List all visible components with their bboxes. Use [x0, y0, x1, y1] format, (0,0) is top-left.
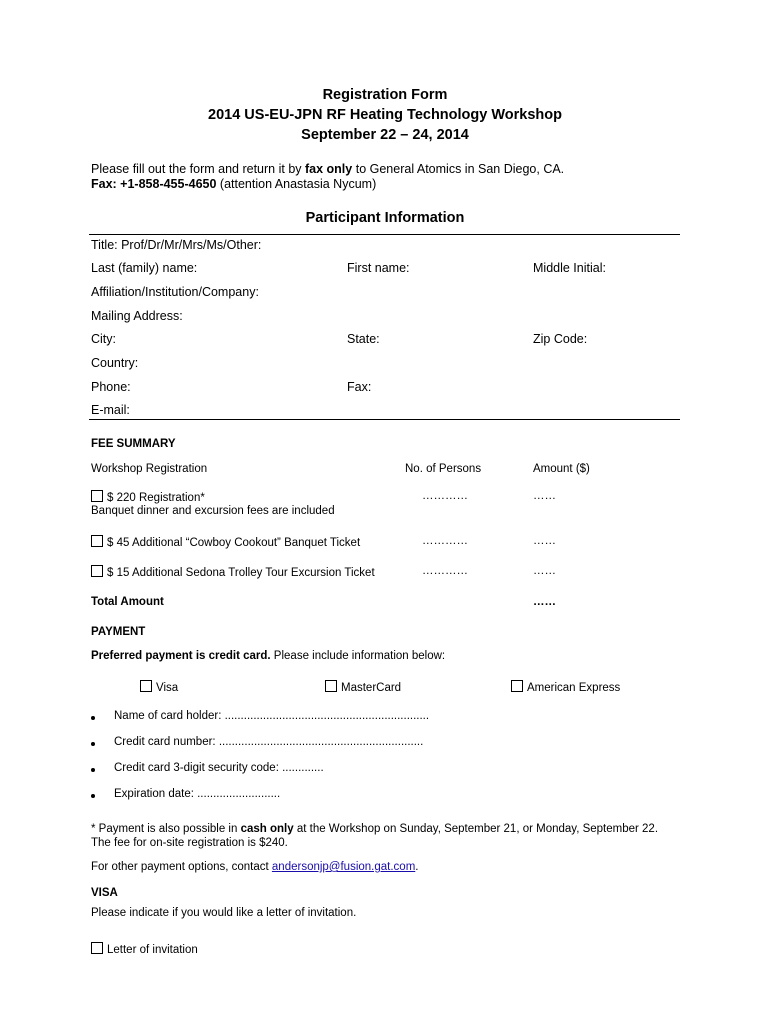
trolley-amount-blank[interactable]: ……: [533, 565, 556, 577]
zip-code-field[interactable]: Zip Code:: [533, 332, 588, 346]
preferred-payment-line: [91, 650, 445, 662]
fee-row-cowboy-cookout[interactable]: [91, 535, 360, 549]
note-part1: * Payment is also possible in: [91, 823, 241, 835]
fax-number: Fax: +1-858-455-4650: [91, 177, 217, 191]
cash-only-emphasis: cash only: [240, 823, 294, 835]
intro-part2: to General Atomics in San Diego, CA.: [352, 162, 565, 176]
banquet-note: Banquet dinner and excursion fees are included: [91, 505, 335, 517]
fee-row-registration[interactable]: [91, 490, 205, 504]
workshop-title: 2014 US-EU-JPN RF Heating Technology Workshop: [208, 107, 562, 123]
card-option-label: Visa: [156, 682, 179, 694]
security-code-field[interactable]: Credit card 3-digit security code: .............: [114, 762, 324, 774]
affiliation-field[interactable]: Affiliation/Institution/Company:: [91, 285, 259, 299]
country-field[interactable]: Country:: [91, 356, 139, 370]
card-number-field[interactable]: Credit card number: ................................................................: [114, 736, 424, 748]
bullet-icon: [91, 716, 95, 720]
col-amount: Amount ($): [533, 463, 590, 475]
fee-summary-heading: FEE SUMMARY: [91, 438, 176, 450]
cash-payment-note: [91, 823, 658, 835]
visa-heading: VISA: [91, 887, 118, 899]
onsite-fee-note: The fee for on-site registration is $240.: [91, 837, 288, 849]
participant-bottom-rule: [89, 419, 680, 420]
col-workshop-registration: Workshop Registration: [91, 463, 208, 475]
state-field[interactable]: State:: [347, 332, 380, 346]
workshop-dates: September 22 – 24, 2014: [301, 127, 469, 143]
visa-checkbox[interactable]: [140, 680, 152, 692]
form-title: Registration Form: [322, 87, 448, 103]
letter-of-invitation-option[interactable]: [91, 942, 198, 956]
contact-part1: For other payment options, contact: [91, 861, 272, 873]
note-part2: at the Workshop on Sunday, September 21, or Monday, September 22.: [293, 823, 659, 835]
card-option-label: American Express: [527, 682, 621, 694]
email-field[interactable]: E-mail:: [91, 403, 130, 417]
preferred-payment-emphasis: Preferred payment is credit card.: [91, 650, 271, 662]
bullet-icon: [91, 794, 95, 798]
payment-heading: PAYMENT: [91, 626, 146, 638]
fax-attention: (attention Anastasia Nycum): [216, 177, 377, 191]
expiration-date-field[interactable]: Expiration date: ..........................: [114, 788, 281, 800]
letter-of-invitation-label: Letter of invitation: [107, 944, 198, 956]
trolley-persons-blank[interactable]: …………: [422, 565, 468, 577]
fee-row-label: $ 220 Registration*: [107, 492, 205, 504]
cookout-persons-blank[interactable]: …………: [422, 535, 468, 547]
participant-heading: Participant Information: [305, 210, 465, 226]
middle-initial-field[interactable]: Middle Initial:: [533, 261, 606, 275]
registration-amount-blank[interactable]: ……: [533, 490, 556, 502]
visa-instructions: Please indicate if you would like a letter of invitation.: [91, 907, 357, 919]
registration-checkbox[interactable]: [91, 490, 103, 502]
cookout-amount-blank[interactable]: ……: [533, 535, 556, 547]
contact-email-link[interactable]: andersonjp@fusion.gat.com: [271, 861, 416, 873]
phone-field[interactable]: Phone:: [91, 380, 131, 394]
total-amount-label: Total Amount: [91, 596, 164, 608]
cowboy-cookout-checkbox[interactable]: [91, 535, 103, 547]
bullet-icon: [91, 742, 95, 746]
city-field[interactable]: City:: [91, 332, 116, 346]
total-amount-blank[interactable]: ……: [533, 596, 556, 608]
col-number-of-persons: No. of Persons: [405, 463, 482, 475]
trolley-tour-checkbox[interactable]: [91, 565, 103, 577]
contact-line: [91, 861, 418, 873]
fee-row-label: $ 45 Additional “Cowboy Cookout” Banquet Ticket: [107, 537, 361, 549]
letter-of-invitation-checkbox[interactable]: [91, 942, 103, 954]
card-option-visa[interactable]: [140, 680, 178, 694]
card-holder-field[interactable]: Name of card holder: ................................................................: [114, 710, 430, 722]
intro-part1: Please fill out the form and return it by: [91, 162, 305, 176]
preferred-payment-rest: Please include information below:: [270, 650, 446, 662]
fax-field[interactable]: Fax:: [347, 380, 372, 394]
fee-row-trolley-tour[interactable]: [91, 565, 375, 579]
card-option-label: MasterCard: [341, 682, 402, 694]
fee-row-label: $ 15 Additional Sedona Trolley Tour Excursion Ticket: [107, 567, 375, 579]
card-option-american-express[interactable]: [511, 680, 620, 694]
contact-end: .: [415, 861, 419, 873]
bullet-icon: [91, 768, 95, 772]
participant-top-rule: [89, 234, 680, 235]
fax-only-emphasis: fax only: [305, 162, 353, 176]
last-name-field[interactable]: Last (family) name:: [91, 261, 198, 275]
fax-line: [91, 177, 376, 191]
registration-persons-blank[interactable]: …………: [422, 490, 468, 502]
title-field[interactable]: Title: Prof/Dr/Mr/Mrs/Ms/Other:: [91, 238, 262, 252]
mailing-address-field[interactable]: Mailing Address:: [91, 309, 183, 323]
american-express-checkbox[interactable]: [511, 680, 523, 692]
mastercard-checkbox[interactable]: [325, 680, 337, 692]
first-name-field[interactable]: First name:: [347, 261, 410, 275]
intro-line: [91, 162, 564, 176]
card-option-mastercard[interactable]: [325, 680, 401, 694]
